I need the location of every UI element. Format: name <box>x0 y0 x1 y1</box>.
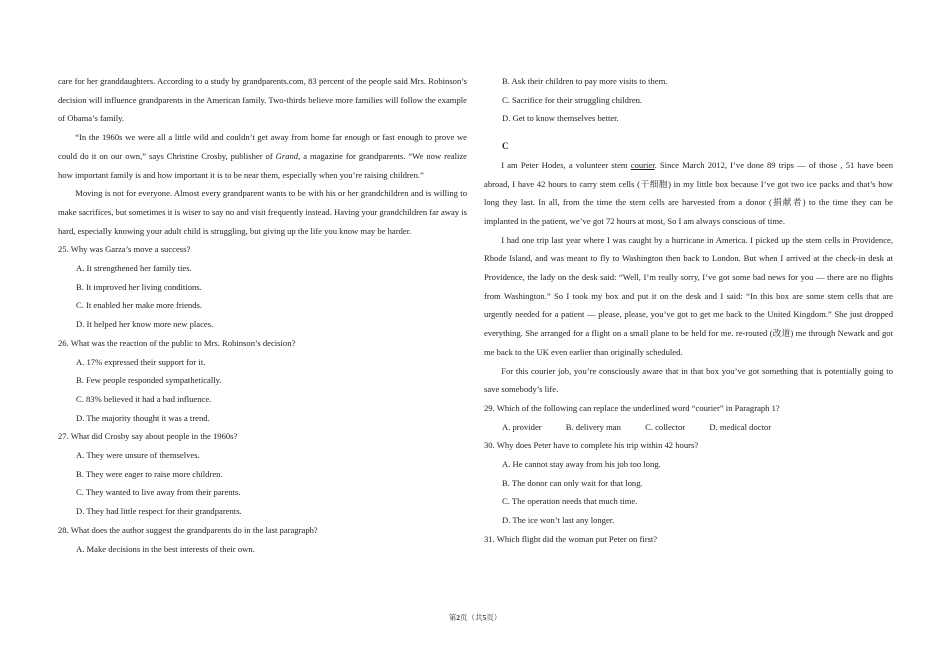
passage-paragraph <box>58 128 467 184</box>
text-run: . Since March 2012, I’ve done 89 trips — of those , 51 have been abroad, I have 42 hours to carry stem cells (干细胞) in my little box because I’ve got two ice packs and that’s how long they last. In all, from the time the stem cells are harvested from a donor (捐献者) to the time they can be implanted in the patient, we’ve got 72 hours at most, So I am always conscious of time. <box>484 159 894 226</box>
option: C. collector <box>645 421 686 432</box>
inline-options <box>484 418 893 437</box>
question-28: 28. What does the author suggest the grandparents do in the last paragraph? <box>58 524 318 535</box>
section-title: C <box>502 141 509 152</box>
option: C. They wanted to live away from their parents. <box>76 487 241 498</box>
option: B. Ask their children to pay more visits to them. <box>502 76 668 86</box>
question-31: 31. Which flight did the woman put Peter on first? <box>484 533 658 544</box>
footer-text: 页） <box>486 613 502 622</box>
total-pages: 5 <box>482 613 487 622</box>
option: D. Get to know themselves better. <box>502 113 619 124</box>
underlined-word: courier <box>630 159 655 170</box>
option: D. They had little respect for their grandparents. <box>76 506 242 517</box>
page-number: 2 <box>456 613 460 622</box>
question-30: 30. Why does Peter have to complete his trip within 42 hours? <box>484 440 699 451</box>
option: B. delivery man <box>565 421 621 432</box>
option: A. He cannot stay away from his job too long. <box>502 459 661 470</box>
passage-paragraph: For this courier job, you’re consciously aware that in that box you’ve got something that is potentially going to save somebody’s life. <box>484 365 893 395</box>
option: B. Few people responded sympathetically. <box>76 375 222 386</box>
page-footer <box>0 612 950 623</box>
option: D. The ice won’t last any longer. <box>502 515 615 526</box>
option: A. It strengthened her family ties. <box>76 263 192 274</box>
option: C. Sacrifice for their struggling children. <box>502 94 643 105</box>
option: A. 17% expressed their support for it. <box>76 356 206 367</box>
text-run: , a magazine for grandparents. “We now realize how important family is and how important it is to be near them, especially when you’re raising children.” <box>58 150 467 180</box>
question-29: 29. Which of the following can replace the underlined word “courier” in Paragraph 1? <box>484 402 780 413</box>
option: C. 83% believed it had a bad influence. <box>76 393 212 404</box>
footer-text: 页（共 <box>460 613 483 622</box>
magazine-title: Grand <box>275 150 299 161</box>
option: A. provider <box>502 421 542 432</box>
footer-text: 第 <box>448 613 457 622</box>
option: C. It enabled her make more friends. <box>76 300 202 311</box>
option: C. The operation needs that much time. <box>502 496 638 507</box>
option: A. They were unsure of themselves. <box>76 450 200 461</box>
passage-paragraph: I had one trip last year where I was caught by a hurricane in America. I picked up the stem cells in Providence, Rhode Island, and was meant to fly to Washington then back to London. But when I arrived at the check-in desk at Providence, the lady on the desk said: “Well, I’m really sorry, I’ve got some bad news for you — there are no flights from Washington.” So I took my box and put it on the desk and I said: “In this box are some stem cells that are urgently needed for a patient — please, please, you’ve got to get me back to the United Kingdom.” She just dropped everything. She arranged for a flight on a small plane to be held for me. re-routed (改道) me through Newark and got me back to the UK even earlier than originally scheduled. <box>484 234 893 357</box>
passage-paragraph: care for her granddaughters. According to a study by grandparents.com, 83 percent of the people said Mrs. Robinson’s decision will influence grandparents in the American family. Two-thirds believe more families will follow the example of Obama’s family. <box>58 76 467 124</box>
question-27: 27. What did Crosby say about people in the 1960s? <box>58 431 238 442</box>
question-26: 26. What was the reaction of the public to Mrs. Robinson’s decision? <box>58 337 296 348</box>
option: D. It helped her know more new places. <box>76 319 214 330</box>
passage-paragraph: Moving is not for everyone. Almost every grandparent wants to be with his or her grandchildren and is willing to make sacrifices, but sometimes it is wiser to say no and visit frequently instead. Having your grandchildren far away is hard, especially knowing your adult child is struggling, but giving up the life you know may be harder. <box>58 188 467 236</box>
option: D. medical doctor <box>709 421 772 432</box>
option: B. The donor can only wait for that long. <box>502 477 643 488</box>
text-run: “In the 1960s we were all a little wild and couldn’t get away from home far enough or fast enough to prove we could do it on our own,” says Christine Crosby, publisher of <box>58 132 467 161</box>
passage-paragraph <box>484 156 893 231</box>
question-25: 25. Why was Garza’s move a success? <box>58 244 191 255</box>
left-column <box>58 72 467 558</box>
right-column <box>484 72 893 549</box>
text-run: I am Peter Hodes, a volunteer stem <box>501 159 631 170</box>
option: D. The majority thought it was a trend. <box>76 412 210 423</box>
option: B. It improved her living conditions. <box>76 281 202 292</box>
option: B. They were eager to raise more children. <box>76 468 223 479</box>
option: A. Make decisions in the best interests of their own. <box>76 543 255 554</box>
